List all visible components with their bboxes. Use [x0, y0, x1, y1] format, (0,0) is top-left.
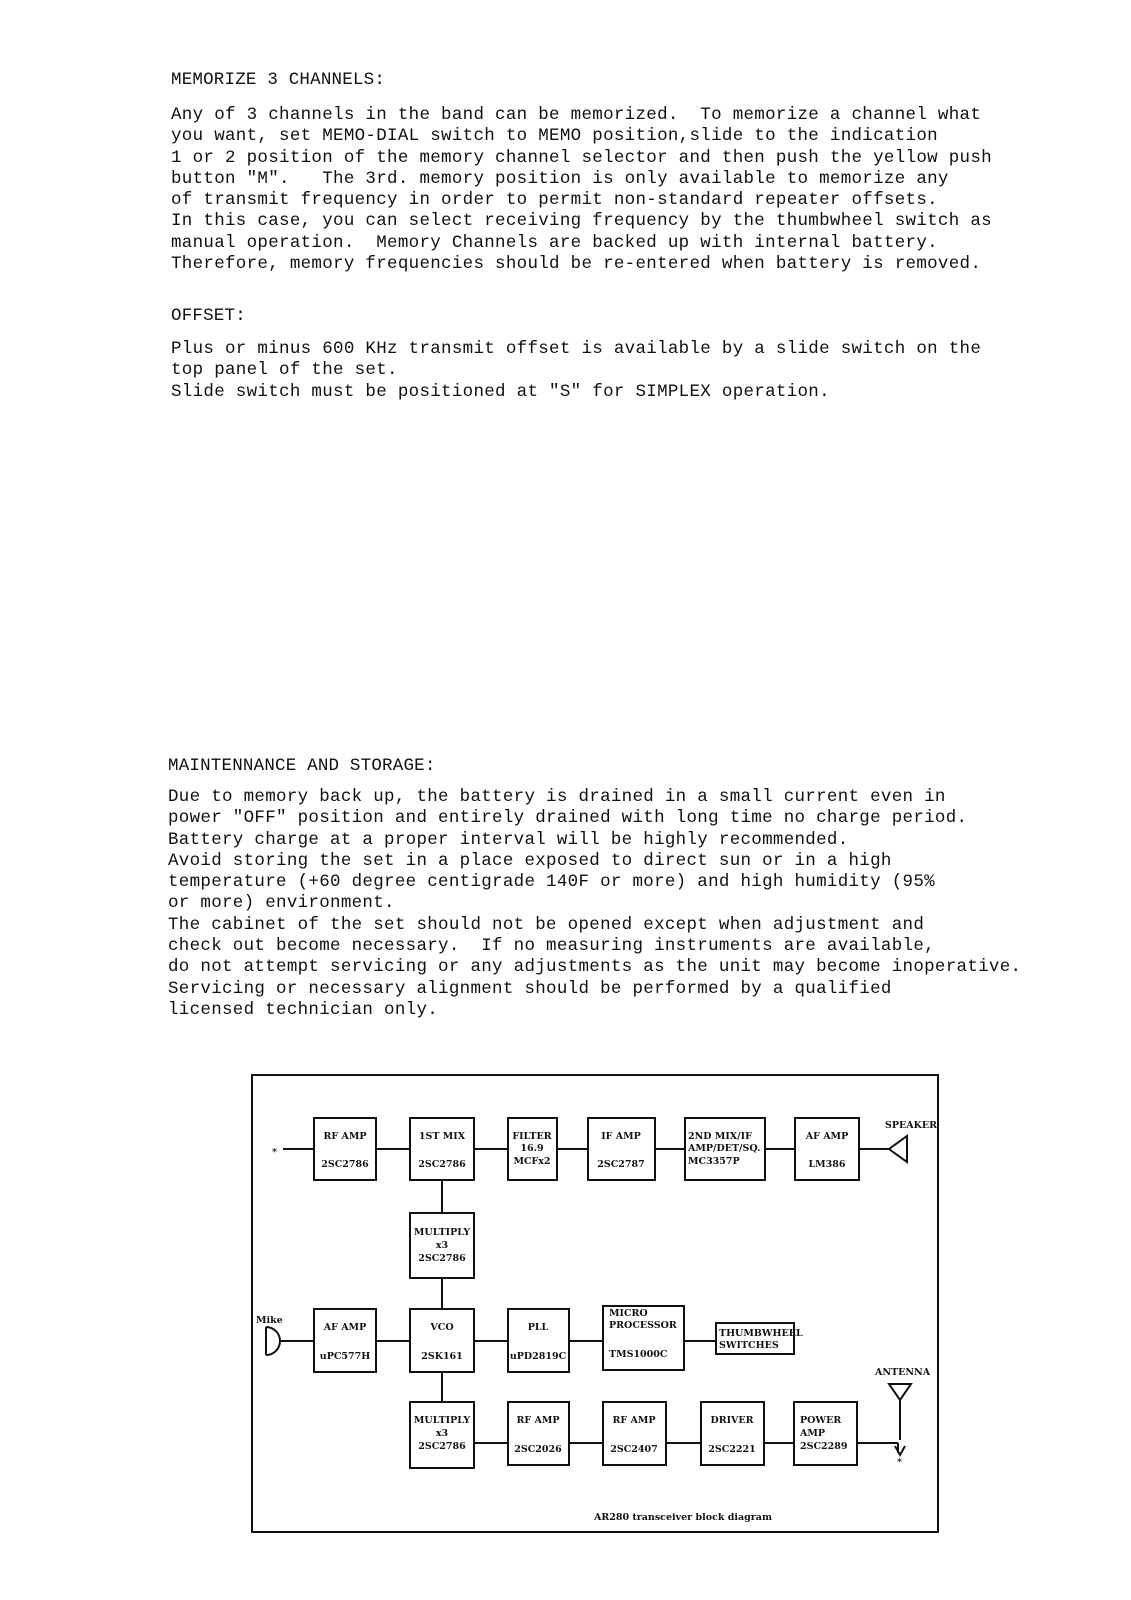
vco-part: 2SK161: [421, 1351, 463, 1362]
speaker-label: SPEAKER: [885, 1120, 938, 1131]
antenna-icon: [889, 1384, 911, 1440]
driver-part: 2SC2221: [708, 1444, 756, 1455]
rf-amp-tx2-block: [603, 1402, 666, 1465]
diagram-caption: AR280 transceiver block diagram: [593, 1512, 773, 1523]
driver-block: [701, 1402, 764, 1465]
rf-amp-rx-block: [314, 1118, 376, 1180]
second-mix-name: 2ND MIX/IF: [688, 1131, 752, 1142]
vco-name: VCO: [430, 1322, 454, 1333]
rf-amp-tx1-part: 2SC2026: [514, 1444, 562, 1455]
micro-name-1: MICRO: [609, 1308, 648, 1319]
second-mix-func: AMP/DET/SQ.: [688, 1143, 761, 1154]
thumbwheel-name-1: THUMBWHEEL: [719, 1328, 803, 1339]
memorize-paragraph: Any of 3 channels in the band can be memorized. To memorize a channel what you want, set MEMO-DIAL switch to MEMO position,slide to the indication 1 or 2 position of the memory channel selector and then push the yellow push button "M". The 3rd. memory position is only available to memorize any of transmit frequency in order to permit non-standard repeater offsets. In this case, you can select receiving frequency by the thumbwheel switch as manual operation. Memory Channels are backed up with internal battery. Therefore, memory frequencies should be re-entered when battery is removed.: [171, 105, 992, 275]
if-amp-name: IF AMP: [601, 1131, 641, 1142]
af-amp-mic-block: [314, 1309, 376, 1372]
microphone-icon: [266, 1327, 280, 1355]
first-mix-name: 1ST MIX: [418, 1131, 466, 1142]
antenna-arrow-icon: [895, 1446, 905, 1455]
multiply-top-part: 2SC2786: [418, 1253, 466, 1264]
if-amp-block: [588, 1118, 655, 1180]
multiply-bottom-factor: x3: [435, 1428, 449, 1439]
vco-block: [410, 1309, 474, 1372]
antenna-label: ANTENNA: [875, 1367, 931, 1378]
af-amp-rx-part: LM386: [808, 1159, 846, 1170]
thumbwheel-name-2: SWITCHES: [719, 1340, 779, 1351]
second-mix-part: MC3357P: [688, 1156, 740, 1167]
af-amp-rx-name: AF AMP: [805, 1131, 849, 1142]
first-mix-block: [410, 1118, 474, 1180]
multiply-top-name: MULTIPLY: [413, 1227, 471, 1238]
power-amp-name-2: AMP: [800, 1428, 826, 1439]
maintenance-heading: MAINTENNANCE AND STORAGE:: [168, 756, 436, 776]
memorize-heading: MEMORIZE 3 CHANNELS:: [171, 70, 386, 90]
rf-amp-tx1-block: [508, 1402, 569, 1465]
multiply-bottom-part: 2SC2786: [418, 1441, 466, 1452]
offset-paragraph: Plus or minus 600 KHz transmit offset is available by a slide switch on the top panel of the set. Slide switch must be positioned at "S" for SIMPLEX operation.: [171, 339, 982, 402]
pll-name: PLL: [527, 1322, 549, 1333]
power-amp-name-1: POWER: [800, 1415, 842, 1426]
antenna-marker: *: [897, 1457, 902, 1468]
af-amp-mic-name: AF AMP: [323, 1322, 367, 1333]
rf-amp-rx-name: RF AMP: [323, 1131, 367, 1142]
mike-label: Mike: [256, 1315, 283, 1326]
multiply-top-factor: x3: [435, 1240, 449, 1251]
offset-heading: OFFSET:: [171, 306, 246, 326]
first-mix-part: 2SC2786: [418, 1159, 466, 1170]
micro-name-2: PROCESSOR: [609, 1320, 677, 1331]
rf-amp-rx-part: 2SC2786: [321, 1159, 369, 1170]
micro-part: TMS1000C: [609, 1349, 668, 1360]
power-amp-part: 2SC2289: [800, 1441, 848, 1452]
filter-freq: 16.9: [520, 1143, 544, 1154]
filter-part: MCFx2: [513, 1156, 551, 1167]
rf-amp-tx2-part: 2SC2407: [610, 1444, 658, 1455]
filter-name: FILTER: [512, 1131, 552, 1142]
driver-name: DRIVER: [710, 1415, 754, 1426]
af-amp-mic-part: uPC577H: [319, 1351, 371, 1362]
speaker-icon: [889, 1136, 907, 1162]
pll-part: uPD2819C: [509, 1351, 567, 1362]
rf-amp-tx2-name: RF AMP: [612, 1415, 656, 1426]
af-amp-rx-block: [795, 1118, 859, 1180]
if-amp-part: 2SC2787: [597, 1159, 645, 1170]
rx-input-marker: *: [272, 1147, 277, 1158]
multiply-bottom-name: MULTIPLY: [413, 1415, 471, 1426]
pll-block: [508, 1309, 569, 1372]
rf-amp-tx1-name: RF AMP: [516, 1415, 560, 1426]
maintenance-paragraph: Due to memory back up, the battery is drained in a small current even in power "OFF" position and entirely drained with long time no charge period. Battery charge at a proper interval will be highly recommended. Avoid storing the set in a place exposed to direct sun or in a high temperature (+60 degree centigrade 140F or more) and high humidity (95% or more) environment. The cabinet of the set should not be opened except when adjustment and check out become necessary. If no measuring instruments are available, do not attempt servicing or any adjustments as the unit may become inoperative. Servicing or necessary alignment should be performed by a qualified licensed technician only.: [168, 787, 1022, 1020]
